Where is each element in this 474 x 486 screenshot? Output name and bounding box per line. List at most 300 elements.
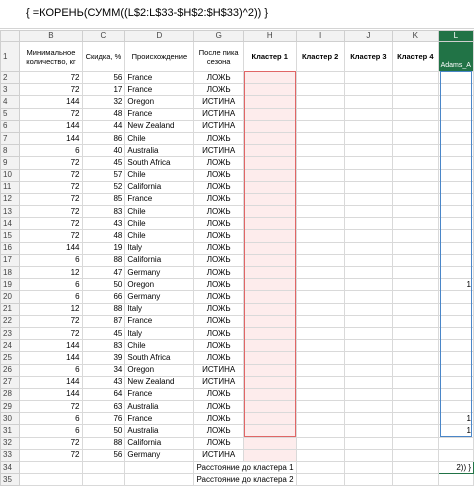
cell-past-peak[interactable]: ЛОЖЬ: [194, 230, 243, 242]
cell-past-peak[interactable]: ЛОЖЬ: [194, 157, 243, 169]
row-header[interactable]: 3: [1, 84, 20, 96]
row-header[interactable]: 20: [1, 291, 20, 303]
cell-cluster3[interactable]: [344, 364, 392, 376]
cell[interactable]: [20, 462, 82, 474]
cell-cluster3[interactable]: [344, 303, 392, 315]
cell-cluster1[interactable]: [243, 230, 296, 242]
cell-past-peak[interactable]: ЛОЖЬ: [194, 291, 243, 303]
row-header[interactable]: 25: [1, 352, 20, 364]
cell-adams[interactable]: [438, 291, 473, 303]
cell-discount[interactable]: 34: [82, 364, 125, 376]
cell-past-peak[interactable]: ЛОЖЬ: [194, 206, 243, 218]
cell-discount[interactable]: 57: [82, 169, 125, 181]
cell-min-qty[interactable]: 72: [20, 108, 82, 120]
cell-cluster2[interactable]: [296, 352, 344, 364]
cell-cluster4[interactable]: [393, 230, 439, 242]
cell-min-qty[interactable]: 144: [20, 376, 82, 388]
cell-cluster3[interactable]: [344, 120, 392, 132]
cell-cluster2[interactable]: [296, 218, 344, 230]
row-header[interactable]: 30: [1, 413, 20, 425]
cell-cluster4[interactable]: [393, 72, 439, 84]
cell-min-qty[interactable]: 144: [20, 340, 82, 352]
cell-past-peak[interactable]: ЛОЖЬ: [194, 340, 243, 352]
row-header[interactable]: 17: [1, 254, 20, 266]
cell-min-qty[interactable]: 72: [20, 84, 82, 96]
cell[interactable]: [20, 474, 82, 486]
cell-adams[interactable]: [438, 437, 473, 449]
cell-cluster4[interactable]: [393, 267, 439, 279]
cell-adams[interactable]: [438, 132, 473, 144]
cell-past-peak[interactable]: ИСТИНА: [194, 376, 243, 388]
cell-origin[interactable]: France: [125, 72, 194, 84]
cell-origin[interactable]: Oregon: [125, 96, 194, 108]
cell-cluster3[interactable]: [344, 340, 392, 352]
cell-origin[interactable]: South Africa: [125, 352, 194, 364]
row-header[interactable]: 4: [1, 96, 20, 108]
cell-origin[interactable]: California: [125, 254, 194, 266]
cell-cluster1[interactable]: [243, 279, 296, 291]
row-header[interactable]: 31: [1, 425, 20, 437]
cell-discount[interactable]: 87: [82, 315, 125, 327]
cell-origin[interactable]: France: [125, 413, 194, 425]
cell-cluster2[interactable]: [296, 437, 344, 449]
cell-past-peak[interactable]: ЛОЖЬ: [194, 169, 243, 181]
cell-discount[interactable]: 64: [82, 388, 125, 400]
row-header[interactable]: 10: [1, 169, 20, 181]
cell-adams[interactable]: [438, 340, 473, 352]
cell-cluster4[interactable]: [393, 425, 439, 437]
cell-cluster2[interactable]: [296, 145, 344, 157]
cell-discount[interactable]: 83: [82, 340, 125, 352]
cell-cluster3[interactable]: [344, 413, 392, 425]
cell-cluster1[interactable]: [243, 242, 296, 254]
cell-min-qty[interactable]: 6: [20, 145, 82, 157]
cell-cluster1[interactable]: [243, 437, 296, 449]
cell-cluster2[interactable]: [296, 279, 344, 291]
cell-adams[interactable]: 1: [438, 413, 473, 425]
cell-cluster2[interactable]: [296, 291, 344, 303]
column-header[interactable]: J: [344, 31, 392, 42]
column-header[interactable]: I: [296, 31, 344, 42]
cell-min-qty[interactable]: 72: [20, 157, 82, 169]
cell-discount[interactable]: 40: [82, 145, 125, 157]
cell-cluster2[interactable]: [296, 120, 344, 132]
cell-past-peak[interactable]: ИСТИНА: [194, 108, 243, 120]
cell-cluster1[interactable]: [243, 425, 296, 437]
header-cell[interactable]: После пика сезона: [194, 42, 243, 72]
row-header[interactable]: 8: [1, 145, 20, 157]
cell-min-qty[interactable]: 144: [20, 352, 82, 364]
cell-adams[interactable]: [438, 120, 473, 132]
cell-adams[interactable]: [438, 206, 473, 218]
cell-cluster1[interactable]: [243, 364, 296, 376]
cell-cluster4[interactable]: [393, 376, 439, 388]
cell-cluster3[interactable]: [344, 388, 392, 400]
cell-adams[interactable]: [438, 242, 473, 254]
cell-cluster2[interactable]: [296, 169, 344, 181]
cell-origin[interactable]: Chile: [125, 132, 194, 144]
cell-past-peak[interactable]: ИСТИНА: [194, 145, 243, 157]
cell-cluster1[interactable]: [243, 388, 296, 400]
cell-past-peak[interactable]: ЛОЖЬ: [194, 72, 243, 84]
cell-discount[interactable]: 19: [82, 242, 125, 254]
cell-cluster3[interactable]: [344, 315, 392, 327]
cell-adams[interactable]: [438, 267, 473, 279]
cell-cluster1[interactable]: [243, 315, 296, 327]
cell-cluster3[interactable]: [344, 267, 392, 279]
header-cell[interactable]: Кластер 4: [393, 42, 439, 72]
cell-adams[interactable]: [438, 327, 473, 339]
cell-cluster3[interactable]: [344, 193, 392, 205]
cell-discount[interactable]: 85: [82, 193, 125, 205]
cell-origin[interactable]: Chile: [125, 340, 194, 352]
cell-cluster4[interactable]: [393, 157, 439, 169]
cell-cluster3[interactable]: [344, 291, 392, 303]
cell-adams[interactable]: [438, 388, 473, 400]
cell-cluster1[interactable]: [243, 72, 296, 84]
cell-cluster2[interactable]: [296, 401, 344, 413]
row-header[interactable]: 28: [1, 388, 20, 400]
cell-cluster3[interactable]: [344, 449, 392, 461]
cell-cluster2[interactable]: [296, 72, 344, 84]
cell-cluster2[interactable]: [296, 340, 344, 352]
cell-adams[interactable]: 1: [438, 279, 473, 291]
row-header[interactable]: 18: [1, 267, 20, 279]
cell-cluster1[interactable]: [243, 145, 296, 157]
cell[interactable]: [82, 462, 125, 474]
row-header[interactable]: 35: [1, 474, 20, 486]
cell-cluster2[interactable]: [296, 181, 344, 193]
cell-cluster2[interactable]: [296, 242, 344, 254]
cell-cluster3[interactable]: [344, 108, 392, 120]
cell-discount[interactable]: 44: [82, 120, 125, 132]
header-cell[interactable]: Происхождение: [125, 42, 194, 72]
column-header[interactable]: C: [82, 31, 125, 42]
cell-past-peak[interactable]: ИСТИНА: [194, 96, 243, 108]
cell[interactable]: [393, 462, 439, 474]
cell-past-peak[interactable]: ЛОЖЬ: [194, 193, 243, 205]
cell-cluster1[interactable]: [243, 218, 296, 230]
column-header-selected[interactable]: L: [438, 31, 473, 42]
cell-origin[interactable]: California: [125, 181, 194, 193]
cell-discount[interactable]: 66: [82, 291, 125, 303]
cell-cluster4[interactable]: [393, 340, 439, 352]
cell-origin[interactable]: France: [125, 193, 194, 205]
cell-cluster2[interactable]: [296, 388, 344, 400]
cell-past-peak[interactable]: ИСТИНА: [194, 120, 243, 132]
cell-discount[interactable]: 76: [82, 413, 125, 425]
cell-adams[interactable]: [438, 364, 473, 376]
cell-min-qty[interactable]: 72: [20, 206, 82, 218]
cell-adams[interactable]: [438, 401, 473, 413]
cell-cluster1[interactable]: [243, 303, 296, 315]
cell-cluster4[interactable]: [393, 279, 439, 291]
cell-discount[interactable]: 32: [82, 96, 125, 108]
cell-adams[interactable]: [438, 230, 473, 242]
cell-cluster1[interactable]: [243, 254, 296, 266]
cell-past-peak[interactable]: ЛОЖЬ: [194, 279, 243, 291]
cell-origin[interactable]: Chile: [125, 206, 194, 218]
cell-adams[interactable]: [438, 145, 473, 157]
cell-origin[interactable]: Chile: [125, 230, 194, 242]
cell-min-qty[interactable]: 72: [20, 315, 82, 327]
cell-cluster2[interactable]: [296, 327, 344, 339]
cell-cluster1[interactable]: [243, 84, 296, 96]
cell-cluster3[interactable]: [344, 206, 392, 218]
row-header[interactable]: 34: [1, 462, 20, 474]
cell-cluster4[interactable]: [393, 218, 439, 230]
cell-min-qty[interactable]: 72: [20, 181, 82, 193]
cell-cluster4[interactable]: [393, 96, 439, 108]
cell-cluster3[interactable]: [344, 96, 392, 108]
cell-past-peak[interactable]: ИСТИНА: [194, 364, 243, 376]
cell-adams[interactable]: [438, 193, 473, 205]
cell-adams[interactable]: 1: [438, 425, 473, 437]
cell-origin[interactable]: Germany: [125, 449, 194, 461]
cell-min-qty[interactable]: 6: [20, 291, 82, 303]
cell-min-qty[interactable]: 144: [20, 96, 82, 108]
cell-cluster4[interactable]: [393, 193, 439, 205]
cell-cluster3[interactable]: [344, 327, 392, 339]
cell-cluster2[interactable]: [296, 206, 344, 218]
cell[interactable]: [344, 462, 392, 474]
cell-cluster4[interactable]: [393, 169, 439, 181]
cell-min-qty[interactable]: 72: [20, 437, 82, 449]
cell-cluster3[interactable]: [344, 181, 392, 193]
cell-min-qty[interactable]: 72: [20, 72, 82, 84]
cell-past-peak[interactable]: ЛОЖЬ: [194, 413, 243, 425]
column-header[interactable]: B: [20, 31, 82, 42]
cell-cluster3[interactable]: [344, 169, 392, 181]
cell-cluster1[interactable]: [243, 132, 296, 144]
cell-cluster3[interactable]: [344, 376, 392, 388]
cell-min-qty[interactable]: 72: [20, 169, 82, 181]
header-cell[interactable]: Кластер 3: [344, 42, 392, 72]
cell-discount[interactable]: 48: [82, 230, 125, 242]
cell-past-peak[interactable]: ЛОЖЬ: [194, 401, 243, 413]
cell-past-peak[interactable]: ЛОЖЬ: [194, 242, 243, 254]
cell-origin[interactable]: Italy: [125, 242, 194, 254]
cell-discount[interactable]: 88: [82, 303, 125, 315]
cell-cluster1[interactable]: [243, 376, 296, 388]
cell-min-qty[interactable]: 12: [20, 303, 82, 315]
cell-cluster3[interactable]: [344, 157, 392, 169]
cell-past-peak[interactable]: ЛОЖЬ: [194, 303, 243, 315]
cell-cluster4[interactable]: [393, 254, 439, 266]
cell-past-peak[interactable]: ЛОЖЬ: [194, 388, 243, 400]
cell-origin[interactable]: Australia: [125, 401, 194, 413]
cell-min-qty[interactable]: 72: [20, 218, 82, 230]
cell-origin[interactable]: Germany: [125, 291, 194, 303]
cell-cluster2[interactable]: [296, 267, 344, 279]
cell-adams[interactable]: [438, 254, 473, 266]
cell-cluster1[interactable]: [243, 120, 296, 132]
cell-cluster2[interactable]: [296, 254, 344, 266]
cell-cluster1[interactable]: [243, 206, 296, 218]
cell-adams[interactable]: [438, 376, 473, 388]
cell-past-peak[interactable]: ЛОЖЬ: [194, 352, 243, 364]
row-header[interactable]: 13: [1, 206, 20, 218]
column-header[interactable]: D: [125, 31, 194, 42]
cell-cluster4[interactable]: [393, 181, 439, 193]
cell-min-qty[interactable]: 6: [20, 364, 82, 376]
cell-cluster3[interactable]: [344, 72, 392, 84]
cell-cluster4[interactable]: [393, 352, 439, 364]
row-header[interactable]: 16: [1, 242, 20, 254]
row-header[interactable]: 2: [1, 72, 20, 84]
cell-cluster1[interactable]: [243, 352, 296, 364]
cell-cluster2[interactable]: [296, 193, 344, 205]
cell[interactable]: [438, 474, 473, 486]
cell-cluster4[interactable]: [393, 132, 439, 144]
cell-discount[interactable]: 48: [82, 108, 125, 120]
cell-adams[interactable]: [438, 315, 473, 327]
row-header[interactable]: 6: [1, 120, 20, 132]
cell-origin[interactable]: New Zealand: [125, 376, 194, 388]
cell-discount[interactable]: 50: [82, 425, 125, 437]
cell-discount[interactable]: 45: [82, 157, 125, 169]
cell-adams[interactable]: [438, 108, 473, 120]
cell-cluster2[interactable]: [296, 425, 344, 437]
cell-cluster4[interactable]: [393, 437, 439, 449]
cell-min-qty[interactable]: 12: [20, 267, 82, 279]
cell-cluster2[interactable]: [296, 449, 344, 461]
cell-past-peak[interactable]: ЛОЖЬ: [194, 315, 243, 327]
cell-cluster2[interactable]: [296, 303, 344, 315]
cell-cluster3[interactable]: [344, 132, 392, 144]
cell[interactable]: [296, 474, 344, 486]
cell-cluster2[interactable]: [296, 315, 344, 327]
cell-cluster4[interactable]: [393, 327, 439, 339]
cell-past-peak[interactable]: ЛОЖЬ: [194, 437, 243, 449]
cell-adams[interactable]: [438, 303, 473, 315]
cell-min-qty[interactable]: 144: [20, 242, 82, 254]
cell-min-qty[interactable]: 144: [20, 132, 82, 144]
cell-cluster3[interactable]: [344, 230, 392, 242]
cell[interactable]: [296, 462, 344, 474]
cell-cluster1[interactable]: [243, 193, 296, 205]
distance-label[interactable]: Расстояние до кластера 1: [194, 462, 296, 474]
cell-adams[interactable]: [438, 169, 473, 181]
cell-origin[interactable]: Germany: [125, 267, 194, 279]
cell-cluster3[interactable]: [344, 254, 392, 266]
cell-cluster2[interactable]: [296, 108, 344, 120]
header-cell[interactable]: Скидка, %: [82, 42, 125, 72]
cell-cluster4[interactable]: [393, 108, 439, 120]
cell-origin[interactable]: France: [125, 84, 194, 96]
cell-adams[interactable]: [438, 96, 473, 108]
cell-cluster2[interactable]: [296, 157, 344, 169]
cell-cluster1[interactable]: [243, 267, 296, 279]
cell-min-qty[interactable]: 144: [20, 120, 82, 132]
cell-past-peak[interactable]: ЛОЖЬ: [194, 327, 243, 339]
cell-discount[interactable]: 17: [82, 84, 125, 96]
row-header[interactable]: 22: [1, 315, 20, 327]
cell-min-qty[interactable]: 72: [20, 401, 82, 413]
cell-cluster4[interactable]: [393, 364, 439, 376]
row-header[interactable]: 32: [1, 437, 20, 449]
row-header[interactable]: 33: [1, 449, 20, 461]
cell-cluster1[interactable]: [243, 157, 296, 169]
cell-origin[interactable]: France: [125, 315, 194, 327]
cell[interactable]: [125, 474, 194, 486]
cell-discount[interactable]: 39: [82, 352, 125, 364]
cell-min-qty[interactable]: 144: [20, 388, 82, 400]
cell-adams[interactable]: [438, 449, 473, 461]
cell-cluster4[interactable]: [393, 315, 439, 327]
cell-cluster2[interactable]: [296, 413, 344, 425]
cell-cluster3[interactable]: [344, 425, 392, 437]
cell[interactable]: [344, 474, 392, 486]
cell-cluster3[interactable]: [344, 84, 392, 96]
cell-min-qty[interactable]: 72: [20, 193, 82, 205]
cell-origin[interactable]: Oregon: [125, 279, 194, 291]
cell-cluster2[interactable]: [296, 230, 344, 242]
cell-min-qty[interactable]: 72: [20, 449, 82, 461]
cell-cluster3[interactable]: [344, 401, 392, 413]
cell-cluster4[interactable]: [393, 145, 439, 157]
row-header[interactable]: 5: [1, 108, 20, 120]
cell-discount[interactable]: 88: [82, 437, 125, 449]
cell-origin[interactable]: Australia: [125, 145, 194, 157]
cell-cluster3[interactable]: [344, 352, 392, 364]
cell-cluster4[interactable]: [393, 242, 439, 254]
cell[interactable]: [393, 474, 439, 486]
row-header[interactable]: 14: [1, 218, 20, 230]
cell-cluster4[interactable]: [393, 388, 439, 400]
select-all-corner[interactable]: [1, 31, 20, 42]
active-cell-editing[interactable]: 2)) }: [438, 462, 473, 474]
cell-origin[interactable]: France: [125, 108, 194, 120]
column-header[interactable]: G: [194, 31, 243, 42]
cell-origin[interactable]: Oregon: [125, 364, 194, 376]
cell-adams[interactable]: [438, 181, 473, 193]
cell-cluster3[interactable]: [344, 218, 392, 230]
cell-discount[interactable]: 86: [82, 132, 125, 144]
cell-cluster1[interactable]: [243, 340, 296, 352]
cell-past-peak[interactable]: ЛОЖЬ: [194, 218, 243, 230]
row-header[interactable]: 1: [1, 42, 20, 72]
row-header[interactable]: 29: [1, 401, 20, 413]
cell[interactable]: [125, 462, 194, 474]
header-cell[interactable]: Кластер 1: [243, 42, 296, 72]
cell-past-peak[interactable]: ИСТИНА: [194, 449, 243, 461]
formula-input[interactable]: { =КОРЕНЬ(СУММ((L$2:L$33-$H$2:$H$33)^2)) }: [26, 7, 269, 19]
cell-discount[interactable]: 83: [82, 206, 125, 218]
cell-cluster1[interactable]: [243, 108, 296, 120]
header-cell[interactable]: Минимальное количество, кг: [20, 42, 82, 72]
cell-past-peak[interactable]: ЛОЖЬ: [194, 84, 243, 96]
row-header[interactable]: 12: [1, 193, 20, 205]
row-header[interactable]: 27: [1, 376, 20, 388]
cell-discount[interactable]: 47: [82, 267, 125, 279]
cell-discount[interactable]: 43: [82, 218, 125, 230]
cell-cluster1[interactable]: [243, 169, 296, 181]
cell-discount[interactable]: 45: [82, 327, 125, 339]
cell[interactable]: [82, 474, 125, 486]
cell-discount[interactable]: 88: [82, 254, 125, 266]
cell-origin[interactable]: Chile: [125, 218, 194, 230]
distance-label[interactable]: Расстояние до кластера 2: [194, 474, 296, 486]
cell-cluster4[interactable]: [393, 401, 439, 413]
cell-origin[interactable]: France: [125, 388, 194, 400]
header-cell[interactable]: Adams_A: [438, 42, 473, 72]
cell-cluster2[interactable]: [296, 96, 344, 108]
cell-cluster4[interactable]: [393, 291, 439, 303]
cell-discount[interactable]: 43: [82, 376, 125, 388]
row-header[interactable]: 19: [1, 279, 20, 291]
cell-cluster3[interactable]: [344, 145, 392, 157]
